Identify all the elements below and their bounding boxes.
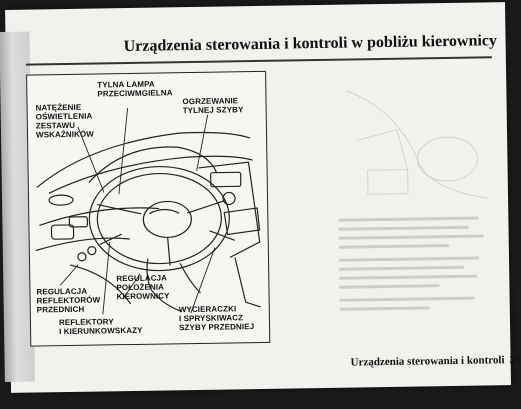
show-through-figure — [336, 68, 498, 218]
label-rear-defroster: OGRZEWANIE TYLNEJ SZYBY — [182, 96, 244, 116]
show-through-text — [338, 216, 490, 328]
dashboard-figure — [26, 71, 270, 347]
label-instrument-brightness: NATĘŻENIE OŚWIETLENIA ZESTAWU WSKAŹNIKÓW — [35, 102, 94, 140]
title-divider — [26, 56, 492, 65]
footer-section-title: Urządzenia sterowania i kontroli — [350, 354, 505, 369]
page-number: 39 — [509, 353, 521, 367]
manual-page — [5, 2, 521, 393]
label-headlight-leveling: REGULACJA REFLEKTORÓW PRZEDNICH — [36, 286, 101, 315]
label-steering-adjust: REGULACJA POŁOŻENIA KIEROWNICY — [116, 273, 170, 302]
label-headlights-turn-signals: REFLEKTORY I KIERUNKOWSKAZY — [58, 317, 143, 337]
label-wipers-washer: WYCIERACZKI I SPRYSKIWACZ SZYBY PRZEDNIEJ — [178, 304, 255, 333]
page-footer — [350, 353, 521, 369]
page-title: Urządzenia sterowania i kontroli w pobliżu kierownicy — [123, 32, 498, 56]
label-rear-fog-lamp: TYLNA LAMPA PRZECIWMGIELNA — [97, 79, 173, 99]
